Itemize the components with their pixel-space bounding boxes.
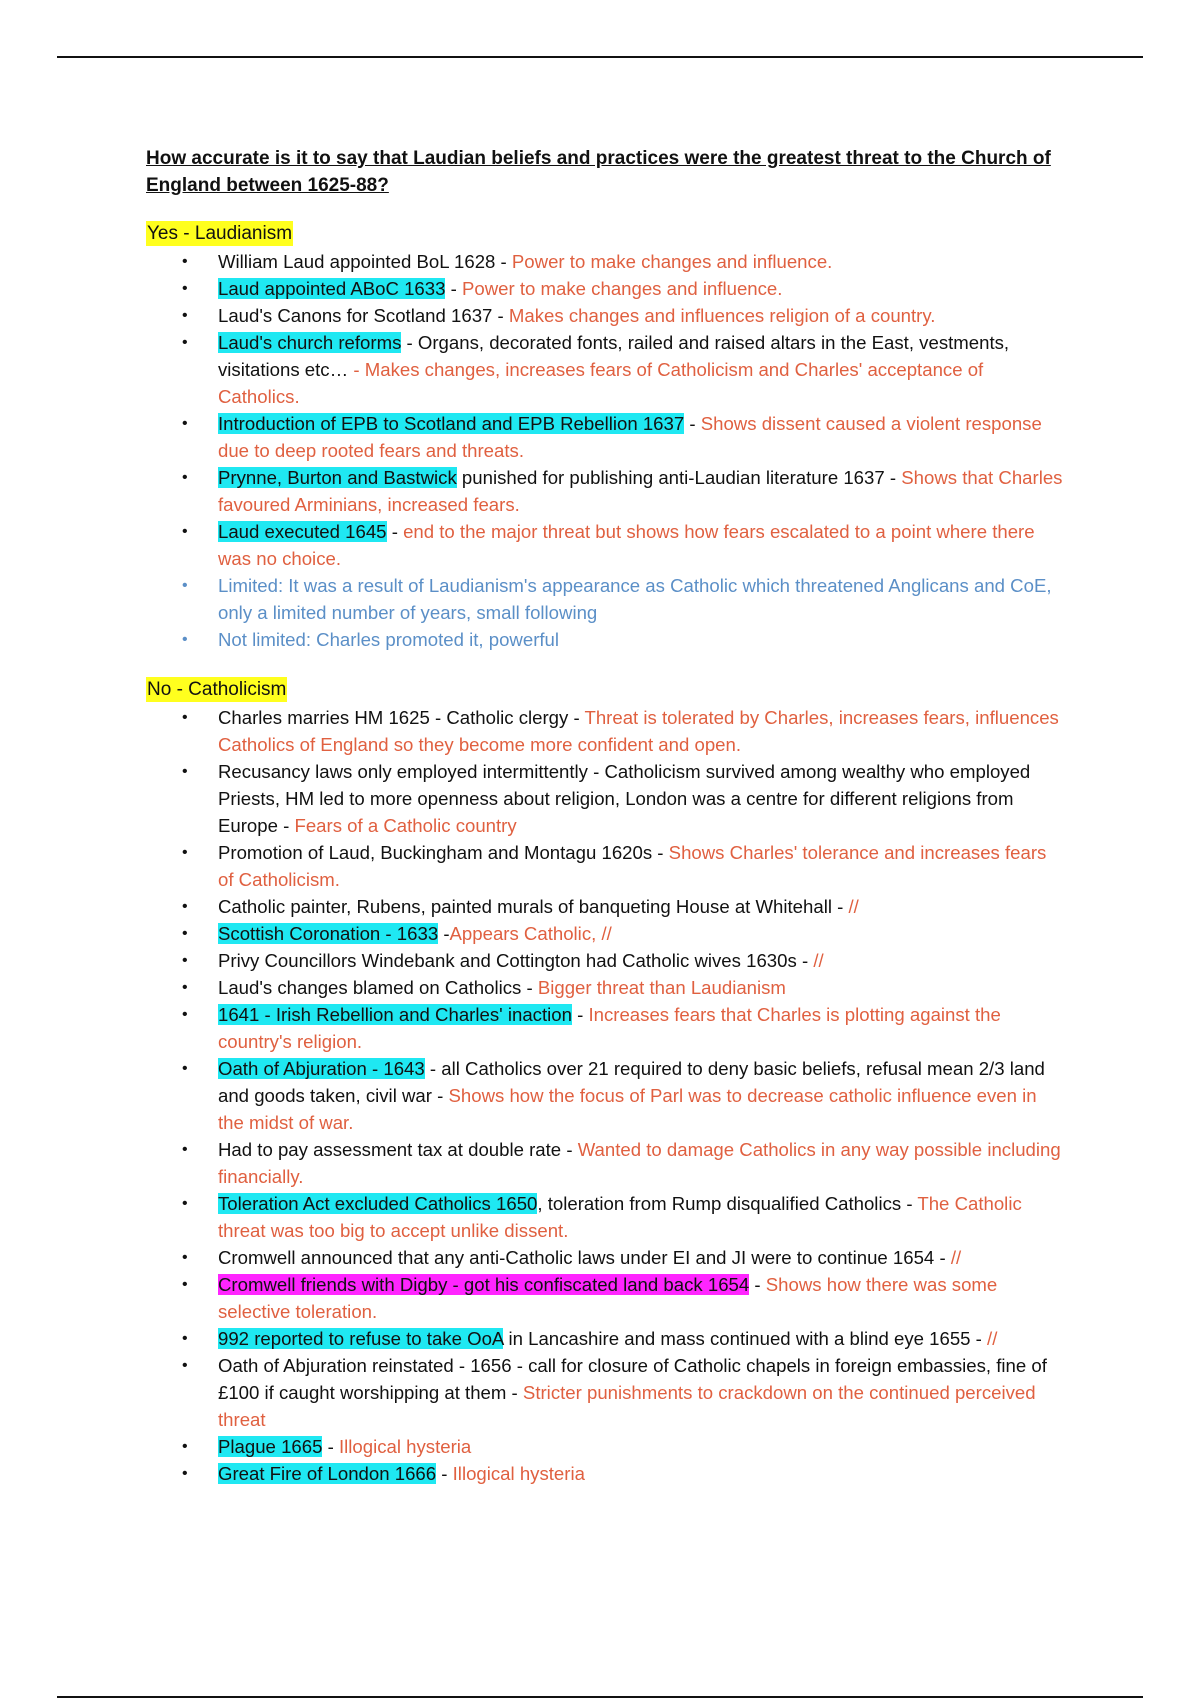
fact-text: , toleration from Rump disqualified Catholics - <box>537 1193 918 1214</box>
analysis-comment: Increases fears that Charles is plotting against the country's religion. <box>218 1004 1001 1052</box>
bullet-list <box>146 704 1066 1487</box>
highlighted-fact: Scottish Coronation - 1633 <box>218 923 439 944</box>
bullet-icon: • <box>182 1006 188 1023</box>
highlighted-fact: Toleration Act excluded Catholics 1650 <box>218 1193 538 1214</box>
bullet-icon: • <box>182 469 188 486</box>
document-title: How accurate is it to say that Laudian beliefs and practices were the greatest threat to the Church of England between 1625-88? <box>146 148 1051 196</box>
bullet-list <box>146 248 1066 653</box>
bullet-icon: • <box>182 1330 188 1347</box>
bullet-icon: • <box>182 523 188 540</box>
highlighted-fact: Oath of Abjuration - 1643 <box>218 1058 425 1079</box>
evaluation-note: Not limited: Charles promoted it, powerful <box>218 629 560 650</box>
list-item <box>146 1244 1066 1271</box>
list-item <box>146 1460 1066 1487</box>
list-item <box>146 947 1066 974</box>
bullet-icon: • <box>182 280 188 297</box>
fact-text: William Laud appointed BoL 1628 - <box>218 251 512 272</box>
document-body <box>146 145 1066 1511</box>
list-item <box>146 329 1066 410</box>
bullet-icon: • <box>182 1357 188 1374</box>
bullet-icon: • <box>182 1438 188 1455</box>
fact-text: Catholic painter, Rubens, painted murals of banqueting House at Whitehall - <box>218 896 849 917</box>
fact-text: - <box>436 1463 453 1484</box>
analysis-comment: Illogical hysteria <box>452 1463 585 1484</box>
analysis-comment: - Makes changes, increases fears of Catholicism and Charles' acceptance of Catholics. <box>218 359 984 407</box>
list-item <box>146 758 1066 839</box>
section-yes <box>146 221 1066 653</box>
evaluation-note: Limited: It was a result of Laudianism's appearance as Catholic which threatened Anglicans and CoE, only a limited number of years, small following <box>218 575 1052 623</box>
fact-text: Laud's Canons for Scotland 1637 - <box>218 305 509 326</box>
bullet-icon: • <box>182 253 188 270</box>
bullet-icon: • <box>182 1195 188 1212</box>
analysis-comment: // <box>987 1328 998 1349</box>
fact-text: Oath of Abjuration reinstated - 1656 - call for closure of Catholic chapels in foreign embassies, fine of £100 if caught worshipping at them - <box>218 1355 1047 1403</box>
list-item <box>146 464 1066 518</box>
fact-text: - <box>386 521 404 542</box>
fact-text: - <box>322 1436 339 1457</box>
fact-text: punished for publishing anti-Laudian literature 1637 - <box>456 467 902 488</box>
analysis-comment: Bigger threat than Laudianism <box>537 977 786 998</box>
bullet-icon: • <box>182 1276 188 1293</box>
bullet-icon: • <box>182 1465 188 1482</box>
analysis-comment: The Catholic threat was too big to accept unlike dissent. <box>218 1193 1022 1241</box>
bullet-icon: • <box>182 898 188 915</box>
list-item <box>146 302 1066 329</box>
highlighted-fact: Cromwell friends with Digby - got his confiscated land back 1654 <box>218 1274 750 1295</box>
analysis-comment: Power to make changes and influence. <box>511 251 833 272</box>
highlighted-fact: Laud's church reforms <box>218 332 402 353</box>
fact-text: Recusancy laws only employed intermittently - Catholicism survived among wealthy who employed Priests, HM led to more openness about religion, London was a centre for different religions from Europe - <box>218 761 1031 836</box>
fact-text: in Lancashire and mass continued with a blind eye 1655 - <box>503 1328 988 1349</box>
list-item <box>146 839 1066 893</box>
analysis-comment: Appears Catholic, // <box>449 923 612 944</box>
list-item <box>146 1001 1066 1055</box>
top-rule <box>57 56 1143 58</box>
fact-text: - Organs, decorated fonts, railed and raised altars in the East, vestments, visitations etc… <box>218 332 1010 380</box>
list-item <box>146 1433 1066 1460</box>
bullet-icon: • <box>182 763 188 780</box>
analysis-comment: Threat is tolerated by Charles, increases fears, influences Catholics of England so they become more confident and open. <box>218 707 1059 755</box>
list-item <box>146 1352 1066 1433</box>
list-item <box>146 248 1066 275</box>
bullet-icon: • <box>182 1060 188 1077</box>
bullet-icon: • <box>182 631 188 648</box>
list-item <box>146 572 1066 626</box>
highlighted-fact: 992 reported to refuse to take OoA <box>218 1328 504 1349</box>
analysis-comment: // <box>848 896 859 917</box>
bullet-icon: • <box>182 577 188 594</box>
fact-text: - <box>445 278 462 299</box>
analysis-comment: Wanted to damage Catholics in any way possible including financially. <box>218 1139 1061 1187</box>
highlighted-fact: Prynne, Burton and Bastwick <box>218 467 457 488</box>
fact-text: Laud's changes blamed on Catholics - <box>218 977 538 998</box>
analysis-comment: Shows Charles' tolerance and increases fears of Catholicism. <box>218 842 1047 890</box>
fact-text: - <box>571 1004 589 1025</box>
bullet-icon: • <box>182 415 188 432</box>
list-item <box>146 893 1066 920</box>
bullet-icon: • <box>182 709 188 726</box>
list-item <box>146 920 1066 947</box>
analysis-comment: Shows dissent caused a violent response due to deep rooted fears and threats. <box>218 413 1042 461</box>
bullet-icon: • <box>182 334 188 351</box>
list-item <box>146 1055 1066 1136</box>
analysis-comment: Stricter punishments to crackdown on the continued perceived threat <box>218 1382 1036 1430</box>
bullet-icon: • <box>182 1249 188 1266</box>
analysis-comment: Shows how there was some selective toleration. <box>218 1274 998 1322</box>
fact-text: Had to pay assessment tax at double rate - <box>218 1139 578 1160</box>
highlighted-fact: Laud executed 1645 <box>218 521 387 542</box>
list-item <box>146 626 1066 653</box>
list-item <box>146 1325 1066 1352</box>
analysis-comment: // <box>950 1247 962 1268</box>
section-heading: Yes - Laudianism <box>147 223 293 244</box>
list-item <box>146 1190 1066 1244</box>
highlighted-fact: Plague 1665 <box>218 1436 323 1457</box>
list-item <box>146 704 1066 758</box>
section-no <box>146 677 1066 1487</box>
analysis-comment: Illogical hysteria <box>338 1436 472 1457</box>
list-item <box>146 518 1066 572</box>
fact-text: Promotion of Laud, Buckingham and Montagu 1620s - <box>218 842 669 863</box>
bullet-icon: • <box>182 979 188 996</box>
analysis-comment: Fears of a Catholic country <box>294 815 517 836</box>
analysis-comment: // <box>813 950 824 971</box>
analysis-comment: Makes changes and influences religion of a country. <box>508 305 936 326</box>
list-item <box>146 974 1066 1001</box>
fact-text: - <box>684 413 701 434</box>
fact-text: Charles marries HM 1625 - Catholic clergy - <box>218 707 585 728</box>
bullet-icon: • <box>182 925 188 942</box>
bullet-icon: • <box>182 952 188 969</box>
section-heading: No - Catholicism <box>147 679 287 700</box>
fact-text: - <box>749 1274 766 1295</box>
analysis-comment: Power to make changes and influence. <box>462 278 783 299</box>
bottom-rule <box>57 1696 1143 1698</box>
analysis-comment: Shows that Charles favoured Arminians, increased fears. <box>218 467 1063 515</box>
fact-text: Privy Councillors Windebank and Cottington had Catholic wives 1630s - <box>218 950 814 971</box>
bullet-icon: • <box>182 1141 188 1158</box>
highlighted-fact: 1641 - Irish Rebellion and Charles' inaction <box>218 1004 572 1025</box>
fact-text: - all Catholics over 21 required to deny basic beliefs, refusal mean 2/3 land and goods taken, civil war - <box>218 1058 1045 1106</box>
list-item <box>146 1136 1066 1190</box>
list-item <box>146 410 1066 464</box>
highlighted-fact: Great Fire of London 1666 <box>218 1463 437 1484</box>
fact-text: - <box>438 923 450 944</box>
bullet-icon: • <box>182 307 188 324</box>
list-item <box>146 275 1066 302</box>
bullet-icon: • <box>182 844 188 861</box>
highlighted-fact: Laud appointed ABoC 1633 <box>218 278 446 299</box>
analysis-comment: end to the major threat but shows how fears escalated to a point where there was no choice. <box>218 521 1035 569</box>
highlighted-fact: Introduction of EPB to Scotland and EPB Rebellion 1637 <box>218 413 685 434</box>
analysis-comment: Shows how the focus of Parl was to decrease catholic influence even in the midst of war. <box>218 1085 1037 1133</box>
list-item <box>146 1271 1066 1325</box>
fact-text: Cromwell announced that any anti-Catholic laws under EI and JI were to continue 1654 - <box>218 1247 951 1268</box>
